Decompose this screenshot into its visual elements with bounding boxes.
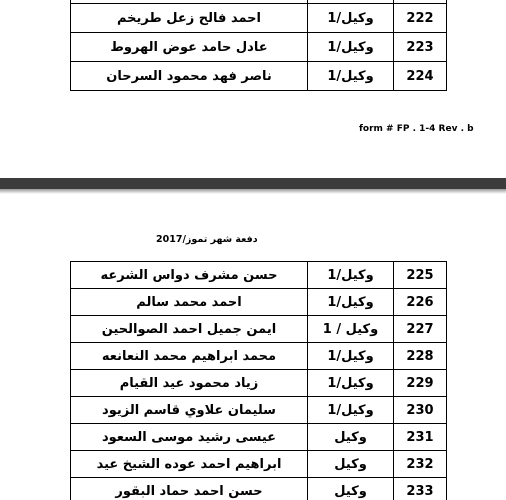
form-reference: form # FP . 1-4 Rev . b	[359, 124, 474, 134]
person-name-cell: احمد محمد سالم	[71, 289, 308, 316]
person-name-cell: حسن احمد حماد البقور	[71, 478, 308, 500]
table-row	[71, 370, 447, 397]
rank-cell: وكيل/1	[308, 33, 394, 62]
page-separator	[0, 178, 506, 189]
personnel-table-top	[70, 0, 447, 91]
rank-cell: وكيل/1	[308, 343, 394, 370]
rank-cell: وكيل/1	[308, 370, 394, 397]
table-row	[71, 62, 447, 91]
serial-number-cell: 228	[394, 343, 447, 370]
serial-number-cell: 231	[394, 424, 447, 451]
table-row	[71, 451, 447, 478]
table-row	[71, 289, 447, 316]
table-row	[71, 397, 447, 424]
rank-cell: وكيل	[308, 424, 394, 451]
table-row	[71, 262, 447, 289]
person-name-cell: عيسى رشيد موسى السعود	[71, 424, 308, 451]
person-name-cell: زياد محمود عيد القيام	[71, 370, 308, 397]
serial-number-cell: 230	[394, 397, 447, 424]
rank-cell: وكيل	[308, 451, 394, 478]
person-name-cell: حسن مشرف دواس الشرعه	[71, 262, 308, 289]
person-name-cell: ايمن جميل احمد الصوالحين	[71, 316, 308, 343]
person-name-cell: سليمان علاوي قاسم الزيود	[71, 397, 308, 424]
serial-number-cell: 222	[394, 4, 447, 33]
rank-cell: وكيل/1	[308, 397, 394, 424]
rank-cell: وكيل/1	[308, 62, 394, 91]
table-row	[71, 316, 447, 343]
serial-number-cell: 232	[394, 451, 447, 478]
person-name-cell: محمد ابراهيم محمد النعانعه	[71, 343, 308, 370]
serial-number-cell: 227	[394, 316, 447, 343]
serial-number-cell: 223	[394, 33, 447, 62]
rank-cell: وكيل/1	[308, 262, 394, 289]
rank-cell: وكيل/1	[308, 289, 394, 316]
serial-number-cell: 224	[394, 62, 447, 91]
personnel-table-bottom	[70, 261, 447, 500]
table-row	[71, 343, 447, 370]
rank-cell: وكيل/1	[308, 4, 394, 33]
table-row	[71, 424, 447, 451]
rank-cell: وكيل / 1	[308, 316, 394, 343]
page-separator-shadow	[0, 189, 506, 194]
table-row	[71, 478, 447, 500]
table-row	[71, 4, 447, 33]
table-row	[71, 33, 447, 62]
serial-number-cell: 229	[394, 370, 447, 397]
person-name-cell: ناصر فهد محمود السرحان	[71, 62, 308, 91]
batch-heading: دفعة شهر تموز/2017	[156, 234, 258, 245]
serial-number-cell: 233	[394, 478, 447, 500]
person-name-cell: احمد فالح زعل طريخم	[71, 4, 308, 33]
rank-cell: وكيل	[308, 478, 394, 500]
person-name-cell: ابراهيم احمد عوده الشيخ عيد	[71, 451, 308, 478]
serial-number-cell: 225	[394, 262, 447, 289]
serial-number-cell: 226	[394, 289, 447, 316]
person-name-cell: عادل حامد عوض الهروط	[71, 33, 308, 62]
